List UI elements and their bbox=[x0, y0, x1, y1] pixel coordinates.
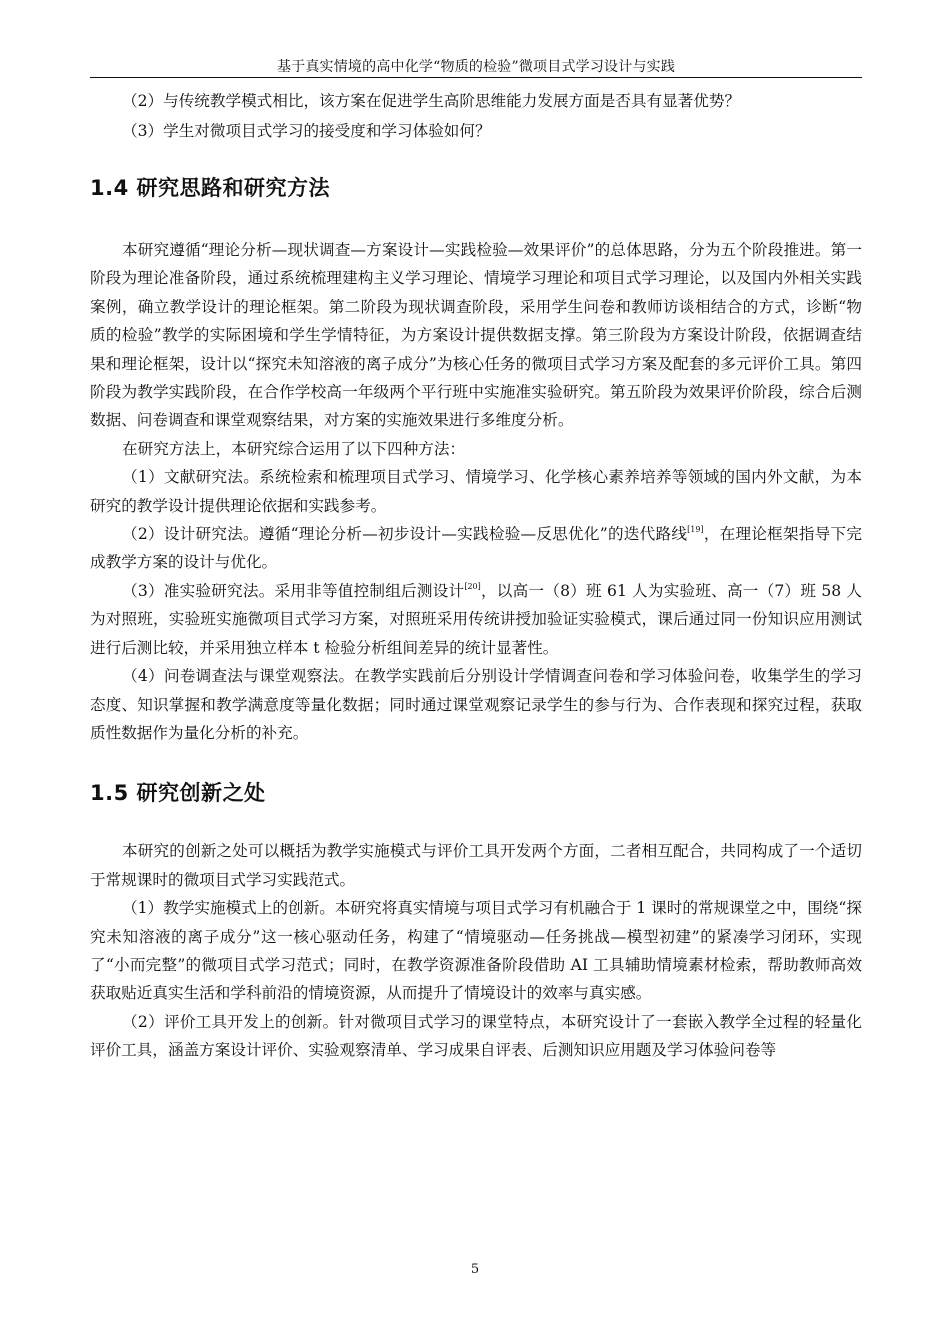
innovation-evaluation-tools: （2）评价工具开发上的创新。针对微项目式学习的课堂特点，本研究设计了一套嵌入教学全过程的轻量化评价工具，涵盖方案设计评价、实验观察清单、学习成果自评表、后测知识应用题及学习体验问卷等 bbox=[90, 1012, 862, 1060]
citation-19: [19] bbox=[687, 525, 704, 535]
research-question-3: （3）学生对微项目式学习的接受度和学习体验如何？ bbox=[122, 122, 491, 140]
research-question-2: （2）与传统教学模式相比，该方案在促进学生高阶思维能力发展方面是否具有显著优势？ bbox=[122, 92, 741, 110]
methods-intro-paragraph: 在研究方法上，本研究综合运用了以下四种方法： bbox=[122, 439, 466, 458]
method-design-research bbox=[90, 520, 862, 577]
page-body bbox=[90, 86, 862, 1065]
method-survey-observation: （4）问卷调查法与课堂观察法。在教学实践前后分别设计学情调查问卷和学习体验问卷，收集学生的学习态度、知识掌握和教学满意度等量化数据；同时通过课堂观察记录学生的参与行为、合作表现和探究过程，获取质性数据作为量化分析的补充。 bbox=[90, 667, 862, 742]
method-quasi-text-b: ，以高一（8）班 61 人为实验班、高一（7）班 58 人为对照班，实验班实施微项目式学习方案，对照班采用传统讲授加验证实验模式，课后通过同一份知识应用测试进行后测比较，并采用独立样本 t 检验分析组间差异的统计显著性。 bbox=[90, 581, 862, 657]
innovation-teaching-model: （1）教学实施模式上的创新。本研究将真实情境与项目式学习有机融合于 1 课时的常规课堂之中，围绕“探究未知溶液的离子成分”这一核心驱动任务，构建了“情境驱动—任务挑战—模型初建”的紧凑学习闭环，实现了“小而完整”的微项目式学习范式；同时，在教学资源准备阶段借助 AI 工具辅助情境素材检索，帮助教师高效获取贴近真实生活和学科前沿的情境资源，从而提升了情境设计的效率与真实感。 bbox=[90, 899, 862, 1003]
method-quasi-experiment bbox=[90, 577, 862, 662]
innovation-intro-paragraph: 本研究的创新之处可以概括为教学实施模式与评价工具开发两个方面，二者相互配合，共同构成了一个适切于常规课时的微项目式学习实践范式。 bbox=[90, 842, 862, 889]
method-design-text-a: （2）设计研究法。遵循“理论分析—初步设计—实践检验—反思优化”的迭代路线 bbox=[122, 525, 688, 544]
research-approach-paragraph: 本研究遵循“理论分析—现状调查—方案设计—实践检验—效果评价”的总体思路，分为五个阶段推进。第一阶段为理论准备阶段，通过系统梳理建构主义学习理论、情境学习理论和项目式学习理论，以及国内外相关实践案例，确立教学设计的理论框架。第二阶段为现状调查阶段，采用学生问卷和教师访谈相结合的方式，诊断“物质的检验”教学的实际困境和学生学情特征，为方案设计提供数据支撑。第三阶段为方案设计阶段，依据调查结果和理论框架，设计以“探究未知溶液的离子成分”为核心任务的微项目式学习方案及配套的多元评价工具。第四阶段为教学实践阶段，在合作学校高一年级两个平行班中实施准实验研究。第五阶段为效果评价阶段，综合后测数据、问卷调查和课堂观察结果，对方案的实施效果进行多维度分析。 bbox=[90, 241, 862, 430]
running-header: 基于真实情境的高中化学“物质的检验”微项目式学习设计与实践 bbox=[276, 59, 676, 75]
header-rule bbox=[90, 77, 862, 78]
citation-20: [20] bbox=[464, 581, 481, 591]
method-literature-research: （1）文献研究法。系统检索和梳理项目式学习、情境学习、化学核心素养培养等领域的国内外文献，为本研究的教学设计提供理论依据和实践参考。 bbox=[90, 468, 862, 515]
section-heading-1-4: 1.4 研究思路和研究方法 bbox=[90, 176, 331, 200]
page-number: 5 bbox=[470, 1262, 480, 1277]
method-design-text-b: ，在理论框架指导下完成教学方案的设计与优化。 bbox=[90, 525, 862, 572]
section-heading-1-5: 1.5 研究创新之处 bbox=[90, 781, 266, 806]
method-quasi-text-a: （3）准实验研究法。采用非等值控制组后测设计 bbox=[122, 581, 465, 600]
